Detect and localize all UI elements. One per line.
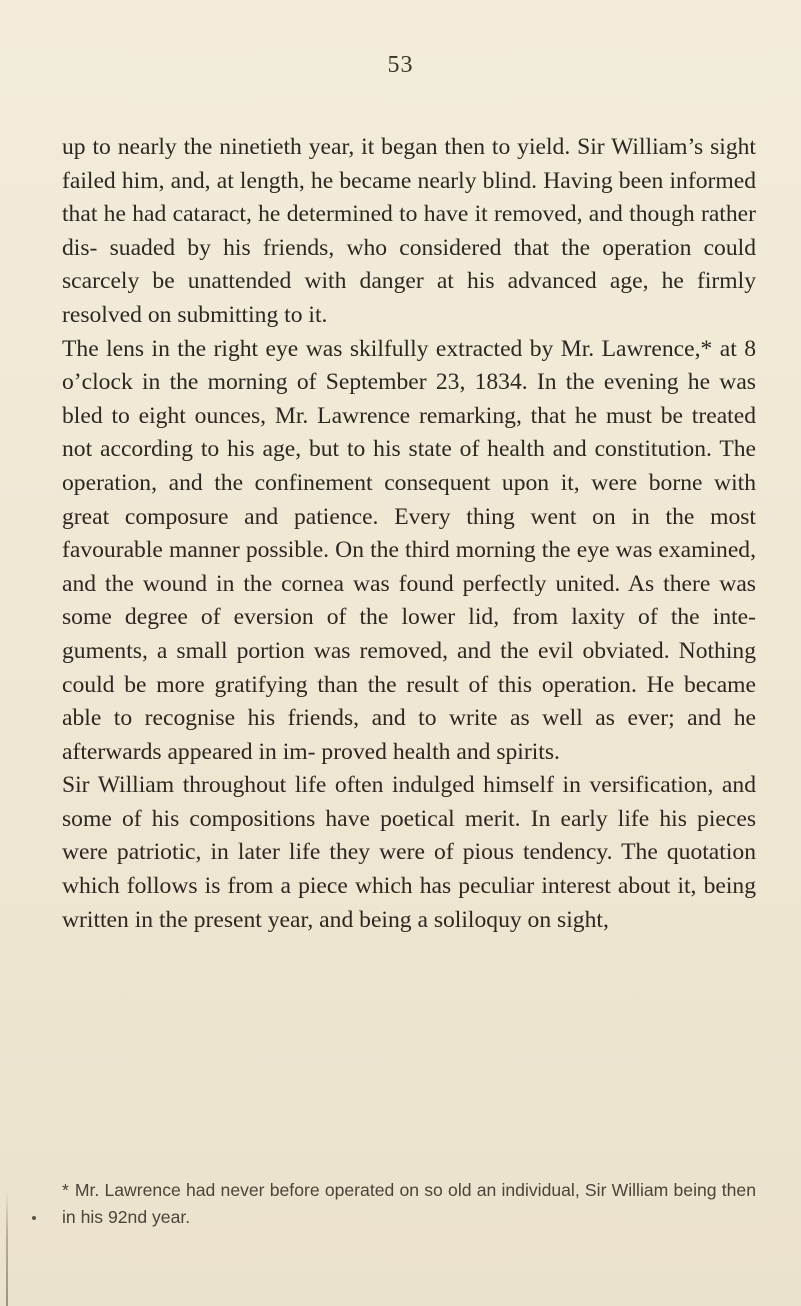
paragraph-1: up to nearly the ninetieth year, it began then to yield. Sir William’s sight failed him, and, at length, he became nearly blind. Having been informed that he had cataract, he determined to have it removed, and though rather dis- suaded by his friends, who considered that the operation could scarcely be unattended with danger at his advanced age, he firmly resolved on submitting to it. (62, 134, 756, 328)
paragraph-2: The lens in the right eye was skilfully extracted by Mr. Lawrence,* at 8 o’clock in the morning of September 23, 1834. In the evening he was bled to eight ounces, Mr. Lawrence remarking, that he must be treated not according to his age, but to his state of health and constitution. The operation, and the confinement consequent upon it, were borne with great composure and patience. Every thing went on in the most favourable manner possible. On the third morning the eye was examined, and the wound in the cornea was found perfectly united. As there was some degree of eversion of the lower lid, from laxity of the inte- guments, a small portion was removed, and the evil obviated. Nothing could be more gratifying than the result of this operation. He became able to recognise his friends, and to write as well as ever; and he afterwards appeared in im- proved health and spirits. (62, 335, 756, 765)
paragraph-3: Sir William throughout life often indulged himself in versification, and some of his compositions have poetical merit. In early life his pieces were patriotic, in later life they were of pious tendency. The quotation which follows is from a piece which has peculiar interest about it, being written in the present year, and being a soliloquy on sight, (62, 772, 756, 933)
footnote-marker: * (62, 1180, 69, 1200)
margin-dot (32, 1216, 36, 1220)
page-number: 53 (387, 52, 414, 78)
footnote-text: Mr. Lawrence had never before operated on so old an individual, Sir William being then in his 92nd year. (62, 1180, 756, 1227)
footnote (62, 1177, 756, 1231)
main-text (62, 131, 756, 937)
page-edge-shadow (6, 1190, 8, 1306)
